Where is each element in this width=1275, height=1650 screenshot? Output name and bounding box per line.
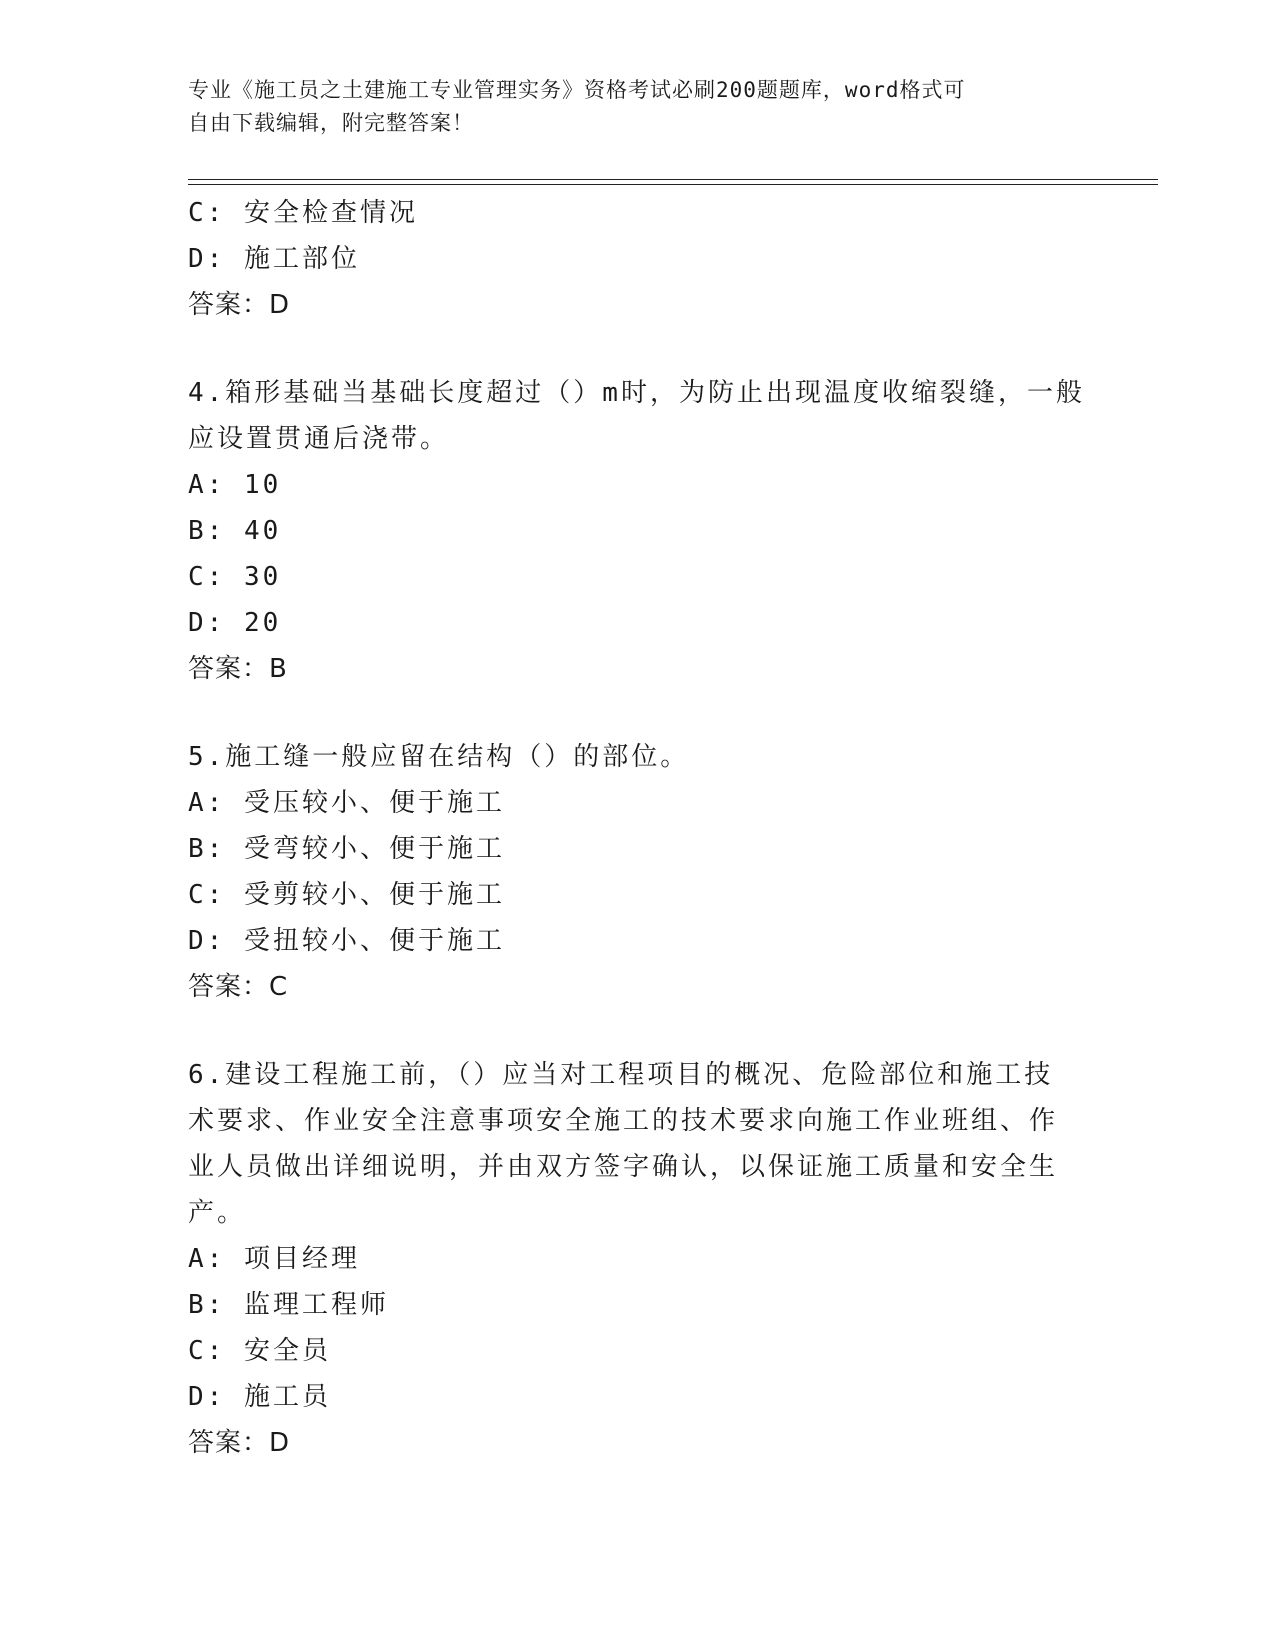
question-text-line: 业人员做出详细说明，并由双方签字确认，以保证施工质量和安全生 — [188, 1152, 1059, 1182]
option-d: D: 施工员 — [188, 1382, 331, 1412]
question-text-line: 4.箱形基础当基础长度超过（）m时，为防止出现温度收缩裂缝，一般 — [188, 378, 1085, 408]
option-c: C: 受剪较小、便于施工 — [188, 880, 505, 910]
question-text-line: 应设置贯通后浇带。 — [188, 424, 450, 454]
option-c: C: 30 — [188, 562, 282, 592]
header-line-2: 自由下载编辑，附完整答案！ — [188, 111, 474, 135]
option-c: C: 安全员 — [188, 1336, 331, 1366]
option-b: B: 监理工程师 — [188, 1290, 389, 1320]
question-text-line: 6.建设工程施工前，（）应当对工程项目的概况、危险部位和施工技 — [188, 1060, 1054, 1090]
option-b: B: 受弯较小、便于施工 — [188, 834, 505, 864]
question-text-line: 5.施工缝一般应留在结构（）的部位。 — [188, 742, 690, 772]
header-line-1: 专业《施工员之土建施工专业管理实务》资格考试必刷200题题库，word格式可 — [188, 78, 966, 102]
document-header — [188, 74, 1068, 140]
answer: 答案：C — [188, 972, 289, 1002]
answer: 答案：D — [188, 1428, 291, 1458]
option-d: D: 施工部位 — [188, 244, 360, 274]
question-partial — [188, 190, 1088, 328]
answer: 答案：D — [188, 290, 291, 320]
question-6 — [188, 1052, 1088, 1466]
header-divider-top — [188, 179, 1158, 180]
question-text-line: 产。 — [188, 1198, 247, 1228]
option-c: C: 安全检查情况 — [188, 198, 418, 228]
question-text-line: 术要求、作业安全注意事项安全施工的技术要求向施工作业班组、作 — [188, 1106, 1059, 1136]
option-a: A: 10 — [188, 470, 282, 500]
header-divider-bottom — [188, 184, 1158, 185]
question-list — [188, 190, 1088, 1466]
answer: 答案：B — [188, 654, 288, 684]
option-a: A: 受压较小、便于施工 — [188, 788, 505, 818]
option-d: D: 20 — [188, 608, 282, 638]
question-5 — [188, 734, 1088, 1010]
option-b: B: 40 — [188, 516, 282, 546]
option-a: A: 项目经理 — [188, 1244, 360, 1274]
option-d: D: 受扭较小、便于施工 — [188, 926, 505, 956]
question-4 — [188, 370, 1088, 692]
